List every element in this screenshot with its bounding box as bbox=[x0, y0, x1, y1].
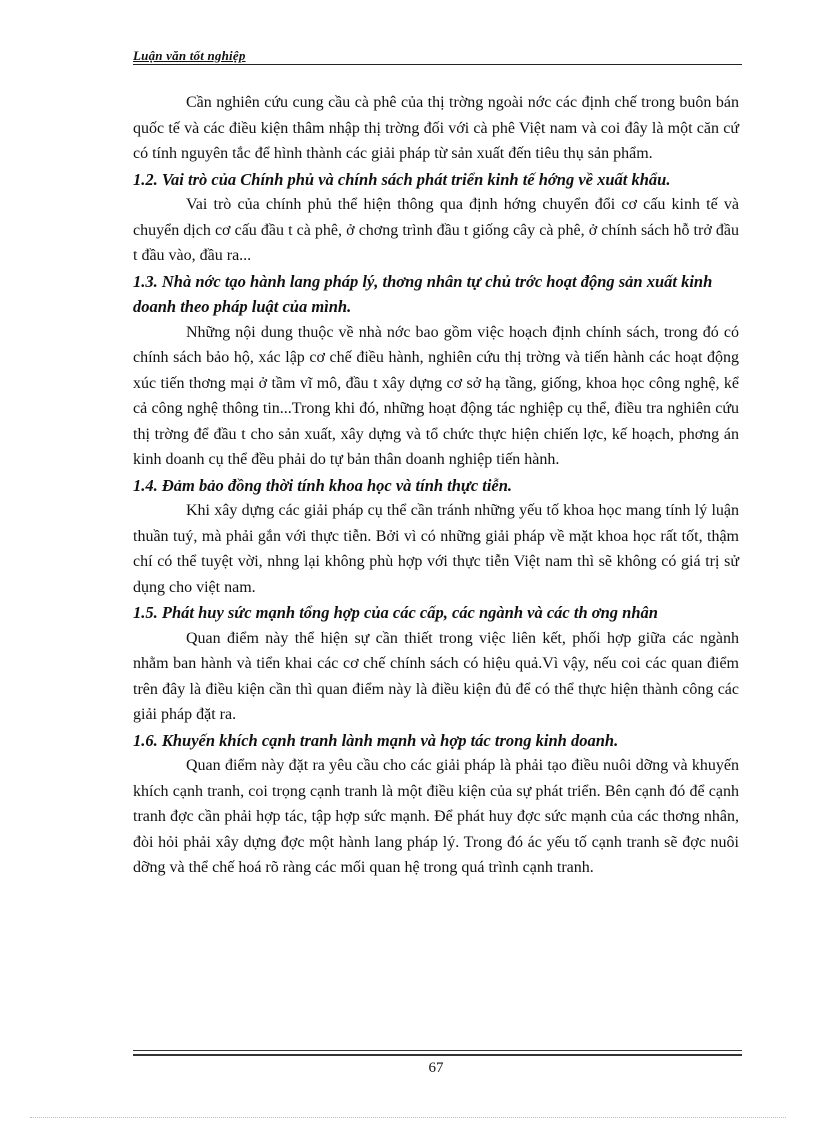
page-bottom-border bbox=[30, 1117, 786, 1118]
page-number: 67 bbox=[428, 1060, 444, 1076]
document-body bbox=[133, 90, 739, 881]
paragraph: Vai trò của chính phủ thể hiện thông qua định hớng chuyển đổi cơ cấu kinh tế và chuyển dịch cơ cấu đầu t cà phê, ở chơng trình đầu t giống cây cà phê, ở chính sách hỗ trở đầu t đầu vào, đầu ra... bbox=[133, 196, 739, 264]
paragraph: Cần nghiên cứu cung cầu cà phê của thị trờng ngoài nớc các định chế trong buôn bán quốc tế và các điều kiện thâm nhập thị trờng đối với cà phê Việt nam và coi đây là một căn cứ có tính nguyên tắc để hình thành các giải pháp từ sản xuất đến tiêu thụ sản phẩm. bbox=[133, 94, 739, 162]
section-heading-1-6: 1.6. Khuyến khích cạnh tranh lành mạnh và hợp tác trong kinh doanh. bbox=[133, 730, 619, 750]
section-heading-1-2: 1.2. Vai trò của Chính phủ và chính sách phát triển kinh tế hớng về xuất khẩu. bbox=[133, 169, 671, 189]
footer-divider-thin bbox=[133, 1050, 742, 1051]
header-divider bbox=[133, 64, 742, 65]
paragraph: Khi xây dựng các giải pháp cụ thể cần tránh những yếu tố khoa học mang tính lý luận thuần tuý, mà phải gắn với thực tiễn. Bởi vì có những giải pháp về mặt khoa học rất tốt, thậm chí có thể tuyệt vời, nhng lại không phù hợp với thực tiễn Việt nam thì sẽ không có giá trị sử dụng cho việt nam. bbox=[133, 502, 739, 596]
section-heading-1-3: 1.3. Nhà nớc tạo hành lang pháp lý, thơng nhân tự chủ trớc hoạt động sản xuất kinh doanh theo pháp luật của mình. bbox=[133, 271, 713, 316]
section-heading-1-5: 1.5. Phát huy sức mạnh tổng hợp của các cấp, các ngành và các th ơng nhân bbox=[133, 603, 658, 622]
section-heading-1-4: 1.4. Đảm bảo đồng thời tính khoa học và tính thực tiễn. bbox=[133, 475, 513, 495]
paragraph: Quan điểm này đặt ra yêu cầu cho các giải pháp là phải tạo điều nuôi dỡng và khuyến khích cạnh tranh, coi trọng cạnh tranh là một điều kiện của sự phát triển. Bên cạnh đó để cạnh tranh đợc cần phải hợp tác, tập hợp sức mạnh. Để phát huy đợc sức mạnh của các thơng nhân, đòi hỏi phải xây dựng đợc một hành lang pháp lý. Trong đó ác yếu tố cạnh tranh sẽ đợc nuôi dỡng và thể chế hoá rõ ràng các mối quan hệ trong quá trình cạnh tranh. bbox=[133, 757, 739, 876]
running-header-title: Luận văn tốt nghiệp bbox=[133, 48, 246, 63]
footer-divider-thick bbox=[133, 1054, 742, 1056]
paragraph: Quan điểm này thể hiện sự cần thiết trong việc liên kết, phối hợp giữa các ngành nhằm ban hành và tiển khai các cơ chế chính sách có hiệu quả.Vì vậy, nếu coi các quan điểm trên đây là điều kiện cần thì quan điểm này là điều kiện đủ để có thể thực hiện thành công các giải pháp đặt ra. bbox=[133, 629, 739, 723]
paragraph: Những nội dung thuộc về nhà nớc bao gồm việc hoạch định chính sách, trong đó có chính sách bảo hộ, xác lập cơ chế điều hành, nghiên cứu thị trờng và tiến hành các hoạt động xúc tiến thơng mại ở tầm vĩ mô, đầu t xây dựng cơ sở hạ tầng, giống, khoa học công nghệ, kể cả công nghệ thông tin...Trong khi đó, những hoạt động tác nghiệp cụ thể, điều tra nghiên cứu thị trờng để đầu t cho sản xuất, xây dựng và tổ chức thực hiện chiến lợc, kế hoạch, phơng án kinh doanh cụ thể đều phải do tự bản thân doanh nghiệp tiến hành. bbox=[133, 323, 739, 468]
